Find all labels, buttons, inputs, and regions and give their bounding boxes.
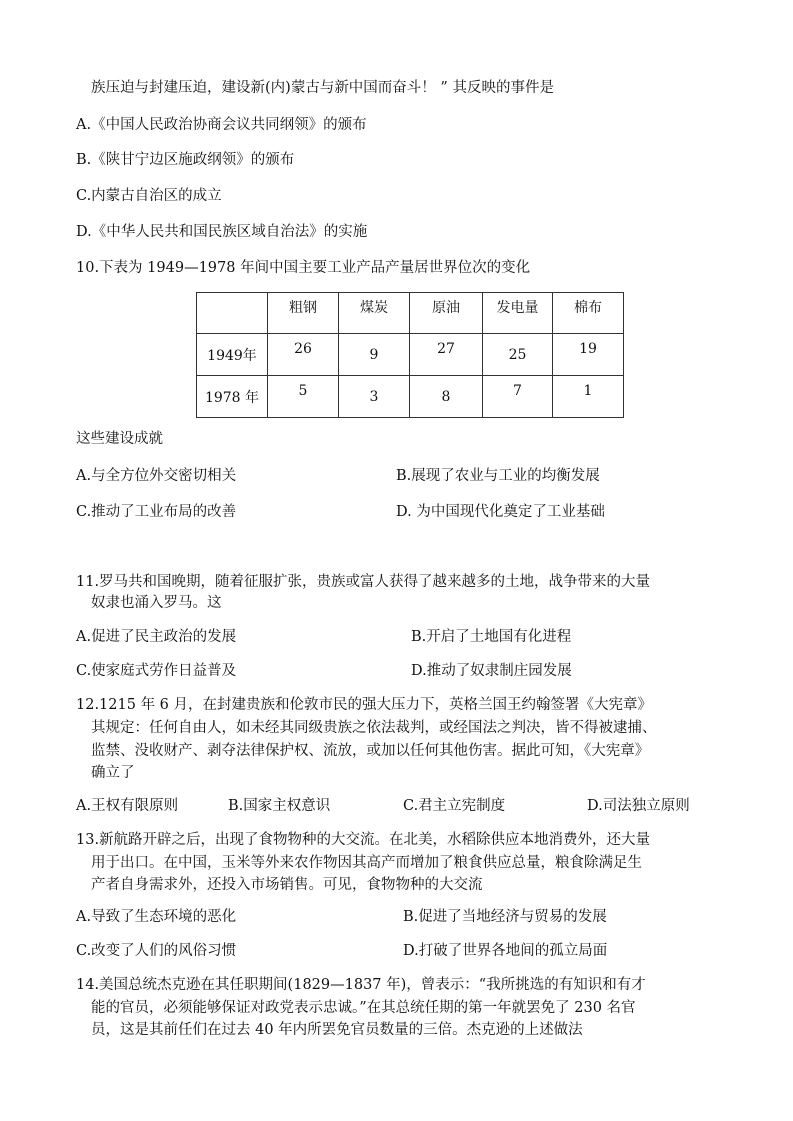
q10-option-a: A.与全方位外交密切相关 [76,468,237,484]
q11-option-a: A.促进了民主政治的发展 [76,629,237,645]
table-cell: 3 [339,376,410,418]
table-cell: 7 [483,376,553,418]
q9-option-c: C.内蒙古自治区的成立 [76,188,222,204]
q12-option-d: D.司法独立原则 [587,798,690,814]
q13-option-a: A.导致了生态环境的恶化 [76,909,237,925]
q12-stem-line: 监禁、没收财产、剥夺法律保护权、流放，或加以任何其他伤害。据此可知，《大宪章》 [91,743,650,759]
production-rank-table [196,292,624,418]
table-cell: 25 [483,334,553,376]
table-cell: 1 [553,376,624,418]
q10-option-b: B.展现了农业与工业的均衡发展 [396,468,600,484]
q11-stem-line: 11.罗马共和国晚期，随着征服扩张，贵族或富人获得了越来越多的土地，战争带来的大量 [76,574,651,590]
table-cell: 27 [410,334,483,376]
q12-stem-line: 12.1215 年 6 月，在封建贵族和伦敦市民的强大压力下，英格兰国王约翰签署《大宪章》 [76,697,653,713]
q11-option-b: B.开启了土地国有化进程 [411,629,572,645]
q13-stem-line: 13.新航路开辟之后，出现了食物物种的大交流。在北美，水稻除供应本地消费外，还大量 [76,832,651,848]
q12-option-a: A.王权有限原则 [76,798,179,814]
q14-stem-line: 能的官员，必须能够保证对政党表示忠诚。”在其总统任期的第一年就罢免了 230 名官 [91,1000,636,1016]
q12-stem-line: 确立了 [91,765,135,781]
q13-option-d: D.打破了世界各地间的孤立局面 [403,943,608,959]
table-row [197,334,624,376]
q11-stem-line: 奴隶也涌入罗马。这 [91,595,222,611]
q14-stem-line: 14.美国总统杰克逊在其任职期间(1829—1837 年)，曾表示：“我所挑选的有知识和有才 [76,977,646,993]
q9-option-b: B.《陕甘宁边区施政纲领》的颁布 [76,152,295,168]
table-header-cell: 粗钢 [268,293,339,334]
q10-option-d: D. 为中国现代化奠定了工业基础 [396,504,605,520]
q12-option-b: B.国家主权意识 [228,798,331,814]
table-row [197,376,624,418]
q12-option-c: C.君主立宪制度 [403,798,506,814]
table-corner-cell [197,293,268,334]
q13-stem-line: 产者自身需求外，还投入市场销售。可见，食物物种的大交流 [91,877,483,893]
table-cell: 5 [268,376,339,418]
q12-stem-line: 其规定：任何自由人，如未经其同级贵族之依法裁判，或经国法之判决，皆不得被逮捕、 [91,720,657,736]
table-cell: 26 [268,334,339,376]
q13-option-c: C.改变了人们的风俗习惯 [76,943,237,959]
table-header-row [197,293,624,334]
q9-option-d: D.《中华人民共和国民族区域自治法》的实施 [76,224,368,240]
table-row-label: 1978 年 [197,376,268,418]
table-header-cell: 棉布 [553,293,624,334]
q13-stem-line: 用于出口。在中国，玉米等外来农作物因其高产而增加了粮食供应总量，粮食除满足生 [91,855,642,871]
q9-stem-tail: 族压迫与封建压迫，建设新(内)蒙古与新中国而奋斗！ ” 其反映的事件是 [91,80,554,96]
q10-stem: 10.下表为 1949—1978 年间中国主要工业产品产量居世界位次的变化 [76,260,531,276]
table-header-cell: 原油 [410,293,483,334]
q10-followup: 这些建设成就 [76,431,163,447]
q11-option-c: C.使家庭式劳作日益普及 [76,663,237,679]
table-header-cell: 煤炭 [339,293,410,334]
q13-option-b: B.促进了当地经济与贸易的发展 [403,909,607,925]
table-cell: 8 [410,376,483,418]
table-header-cell: 发电量 [483,293,553,334]
table-cell: 9 [339,334,410,376]
table-row-label: 1949年 [197,334,268,376]
table-cell: 19 [553,334,624,376]
q11-option-d: D.推动了奴隶制庄园发展 [411,663,572,679]
q14-stem-line: 员，这是其前任们在过去 40 年内所罢免官员数量的三倍。杰克逊的上述做法 [91,1022,583,1038]
q9-option-a: A.《中国人民政治协商会议共同纲领》的颁布 [76,117,367,133]
q10-option-c: C.推动了工业布局的改善 [76,504,237,520]
